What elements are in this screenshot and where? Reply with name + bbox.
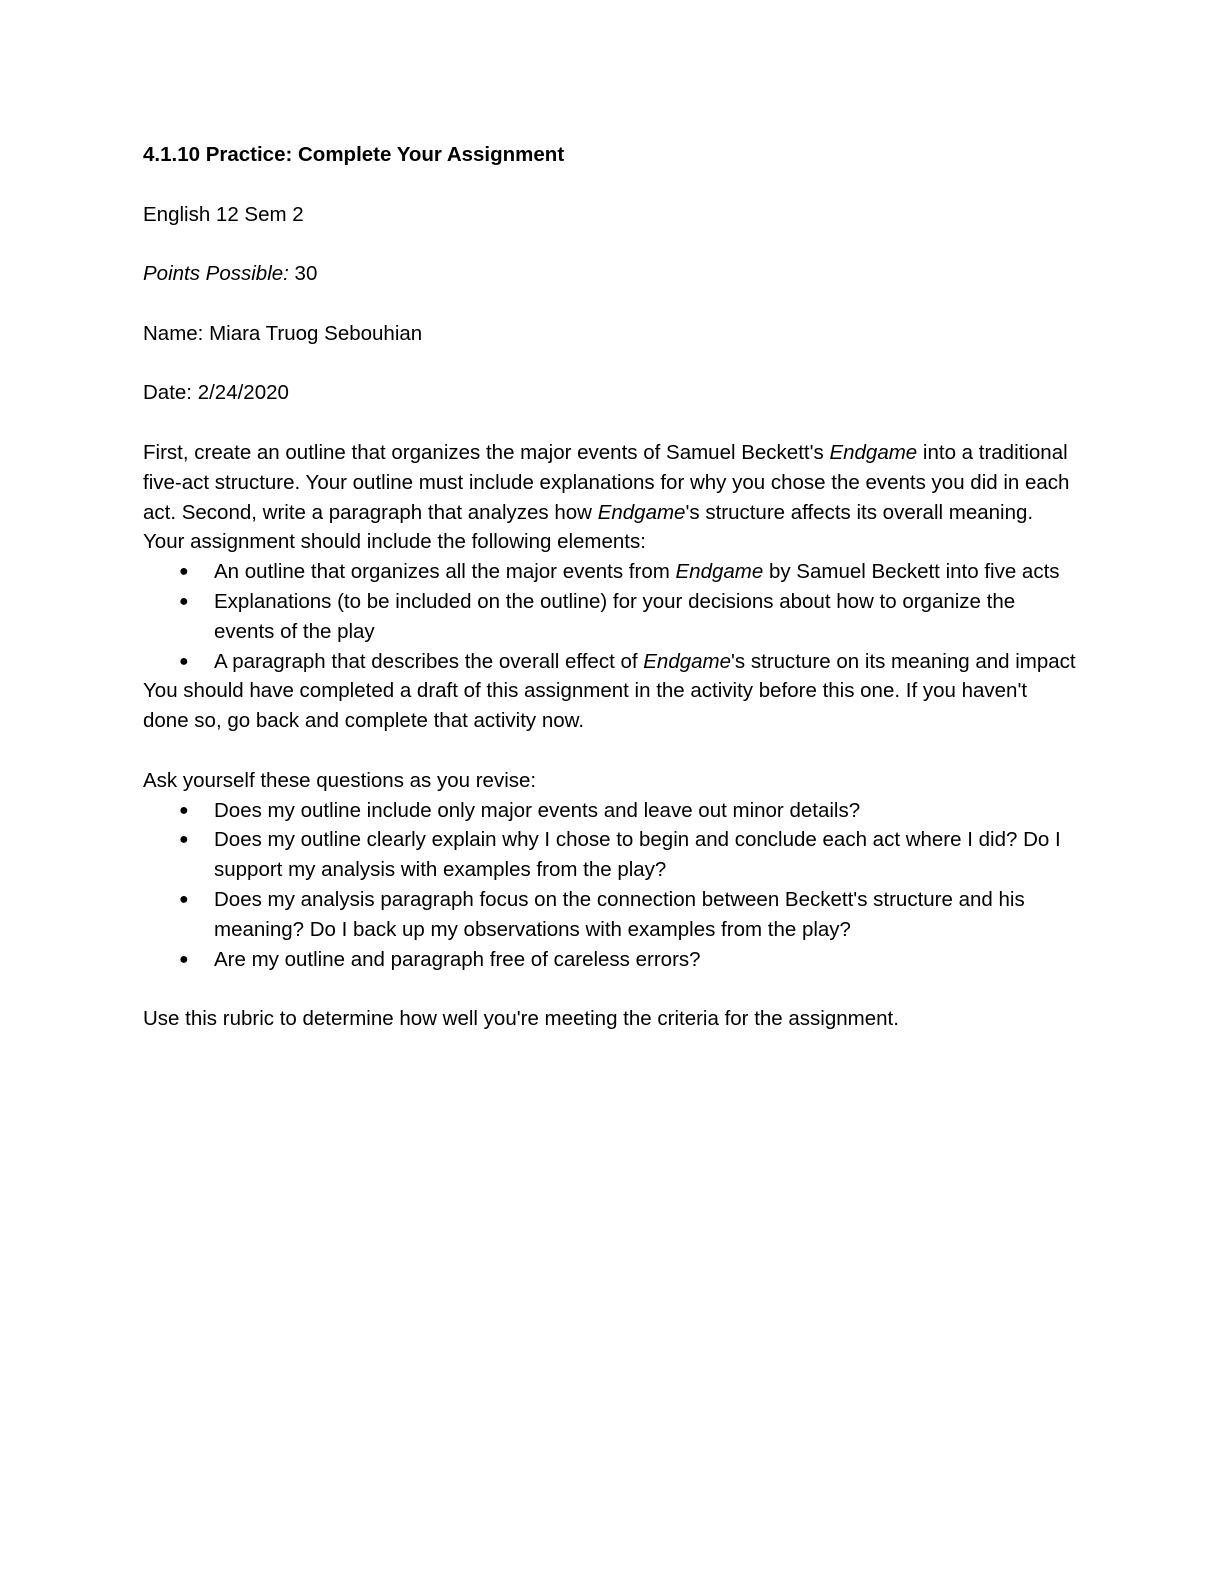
list-item: ● Does my analysis paragraph focus on the connection between Beckett's structure and his meaning? Do I back up my observations with examples from the play?: [143, 885, 1078, 945]
document-page: [143, 140, 1078, 1034]
points-label: Points Possible:: [143, 262, 289, 286]
list-item: ● A paragraph that describes the overall effect of Endgame's structure on its meaning and impact: [143, 647, 1078, 677]
bullet-icon: ●: [179, 950, 189, 968]
bullet-icon: ●: [179, 831, 189, 849]
bullet-icon: ●: [179, 652, 189, 670]
points-value: 30: [288, 262, 318, 286]
list-item: ● Are my outline and paragraph free of careless errors?: [143, 945, 1078, 975]
list-item: ● An outline that organizes all the major events from Endgame by Samuel Beckett into five acts: [143, 557, 1078, 587]
draft-note: You should have completed a draft of this assignment in the activity before this one. If you haven't done so, go back and complete that activity now.: [143, 679, 1028, 733]
instructions-paragraph: First, create an outline that organizes the major events of Samuel Beckett's Endgame into a traditional five-act structure. Your outline must include explanations for why you chose the events you did in each act. Second, write a paragraph that analyzes how Endgame's structure affects its overall meaning.: [143, 440, 1070, 524]
assignment-title: 4.1.10 Practice: Complete Your Assignment: [143, 143, 565, 166]
list-item: ● Explanations (to be included on the outline) for your decisions about how to organize the events of the play: [143, 587, 1078, 647]
bullet-icon: ●: [179, 592, 189, 610]
student-name: Name: Miara Truog Sebouhian: [143, 321, 423, 345]
questions-lead: Ask yourself these questions as you revise:: [143, 768, 537, 792]
submission-date: Date: 2/24/2020: [143, 381, 289, 405]
bullet-icon: ●: [179, 801, 189, 819]
elements-lead: Your assignment should include the following elements:: [143, 530, 646, 554]
questions-list: [143, 796, 1078, 975]
bullet-icon: ●: [179, 890, 189, 908]
list-item: ● Does my outline include only major events and leave out minor details?: [143, 796, 1078, 826]
points-possible: [143, 259, 1078, 289]
rubric-note: Use this rubric to determine how well you're meeting the criteria for the assignment.: [143, 1007, 899, 1031]
list-item: ● Does my outline clearly explain why I chose to begin and conclude each act where I did? Do I support my analysis with examples from the play?: [143, 825, 1078, 885]
bullet-icon: ●: [179, 563, 189, 581]
course-name: English 12 Sem 2: [143, 202, 304, 226]
elements-list: [143, 557, 1078, 676]
